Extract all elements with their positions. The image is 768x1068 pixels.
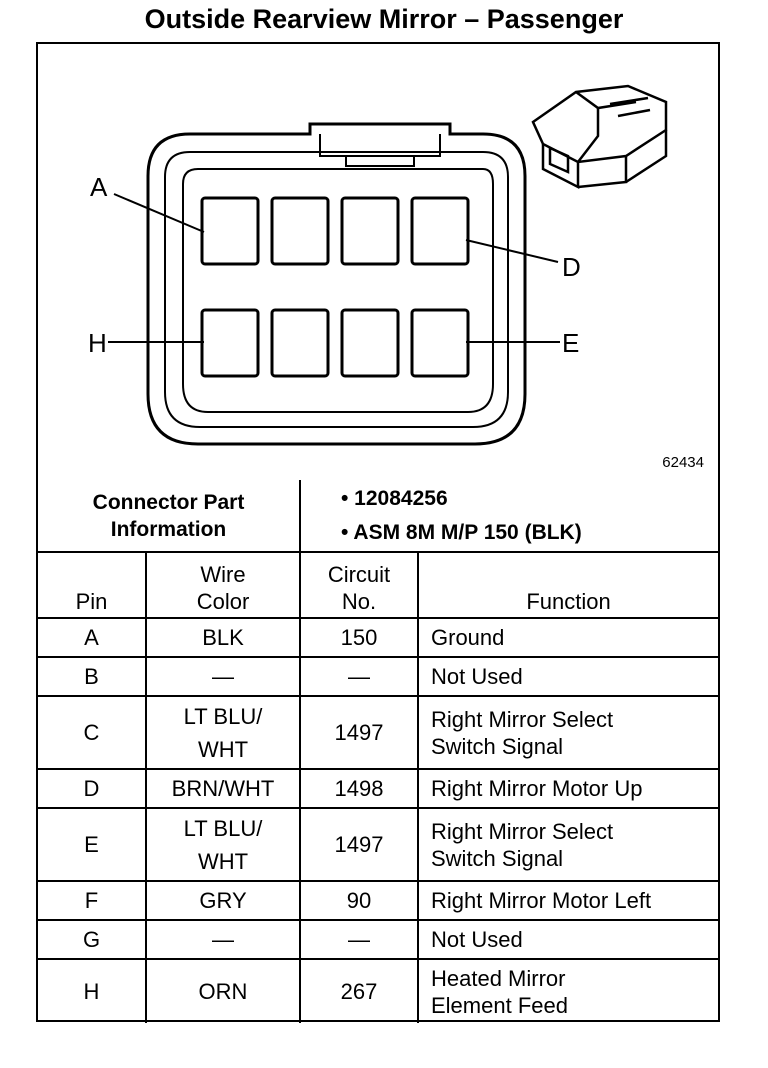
connector-info-label-line1: Connector Part <box>92 490 245 514</box>
function-cell <box>418 696 718 769</box>
housing-outline <box>148 124 525 444</box>
function-cell: Not Used <box>418 920 718 959</box>
function-cell <box>418 959 718 1023</box>
function-cell: Ground <box>418 618 718 657</box>
pin-label-a: A <box>90 172 108 202</box>
circuit-cell: 267 <box>300 959 418 1023</box>
function-cell: Not Used <box>418 657 718 696</box>
pin-cell: H <box>38 959 146 1023</box>
connector-part-number: • 12084256 <box>341 486 448 510</box>
connector-info-label-line2: Information <box>110 517 227 541</box>
table-row <box>38 618 718 657</box>
header-pin <box>38 552 146 618</box>
connector-info-values <box>300 480 718 552</box>
terminal-d <box>412 198 468 264</box>
figure-number: 62434 <box>662 454 704 471</box>
function-line2: Switch Signal <box>431 733 564 759</box>
table-row <box>38 881 718 920</box>
leader-a <box>114 194 204 232</box>
pin-cell: G <box>38 920 146 959</box>
wire-color-cell: GRY <box>146 881 300 920</box>
wire-color-cell <box>146 808 300 881</box>
header-wire-color-line2: Color <box>196 589 250 614</box>
function-cell: Right Mirror Motor Up <box>418 769 718 808</box>
pin-label-e: E <box>562 328 580 358</box>
leader-d <box>466 240 558 262</box>
terminal-b <box>272 198 328 264</box>
header-pin-label: Pin <box>75 589 108 614</box>
connector-face-drawing <box>38 44 718 480</box>
function-line2: Switch Signal <box>431 845 564 871</box>
table-row <box>38 769 718 808</box>
circuit-cell: 1497 <box>300 696 418 769</box>
terminal-h <box>202 310 258 376</box>
header-circuit-line1: Circuit <box>327 562 391 587</box>
latch-tab <box>346 156 414 166</box>
table-row <box>38 959 718 1023</box>
function-line1: Heated Mirror <box>431 965 566 991</box>
circuit-cell: — <box>300 920 418 959</box>
connector-info-label <box>38 480 300 552</box>
table-row <box>38 696 718 769</box>
function-line1: Right Mirror Select <box>431 706 614 732</box>
wire-color-cell: — <box>146 920 300 959</box>
circuit-cell: 1498 <box>300 769 418 808</box>
circuit-cell: — <box>300 657 418 696</box>
terminal-f <box>342 310 398 376</box>
wire-color-line2: WHT <box>197 848 249 874</box>
pin-cell: B <box>38 657 146 696</box>
pin-cell: E <box>38 808 146 881</box>
terminal-c <box>342 198 398 264</box>
pin-label-d: D <box>562 252 581 282</box>
pin-cell: A <box>38 618 146 657</box>
header-row <box>38 552 718 618</box>
table-row <box>38 657 718 696</box>
pinout-table <box>38 480 718 1023</box>
connector-illustration <box>533 86 666 187</box>
header-circuit-line2: No. <box>341 589 377 614</box>
header-function-label: Function <box>526 589 611 614</box>
housing-inner-outline <box>165 152 508 427</box>
table-row <box>38 808 718 881</box>
circuit-cell: 150 <box>300 618 418 657</box>
wire-color-cell: — <box>146 657 300 696</box>
function-line2: Element Feed <box>431 992 568 1018</box>
connector-info-row <box>38 480 718 552</box>
circuit-cell: 1497 <box>300 808 418 881</box>
pin-cell: F <box>38 881 146 920</box>
wire-color-line1: LT BLU/ <box>183 815 263 841</box>
header-circuit <box>300 552 418 618</box>
wire-color-line1: LT BLU/ <box>183 703 263 729</box>
connector-sheet <box>36 42 720 1022</box>
wire-color-cell: BLK <box>146 618 300 657</box>
connector-diagram <box>38 44 718 480</box>
header-wire-color-line1: Wire <box>200 562 246 587</box>
header-function <box>418 552 718 618</box>
wire-color-cell: BRN/WHT <box>146 769 300 808</box>
header-wire-color <box>146 552 300 618</box>
wire-color-line2: WHT <box>197 736 249 762</box>
connector-description: • ASM 8M M/P 150 (BLK) <box>341 520 582 544</box>
terminal-g <box>272 310 328 376</box>
table-row <box>38 920 718 959</box>
page-title: Outside Rearview Mirror – Passenger <box>144 4 624 34</box>
pin-cell: D <box>38 769 146 808</box>
function-cell <box>418 808 718 881</box>
function-cell: Right Mirror Motor Left <box>418 881 718 920</box>
wire-color-cell: ORN <box>146 959 300 1023</box>
function-line1: Right Mirror Select <box>431 818 614 844</box>
terminal-a <box>202 198 258 264</box>
terminal-e <box>412 310 468 376</box>
circuit-cell: 90 <box>300 881 418 920</box>
pin-cell: C <box>38 696 146 769</box>
wire-color-cell <box>146 696 300 769</box>
pin-label-h: H <box>88 328 107 358</box>
